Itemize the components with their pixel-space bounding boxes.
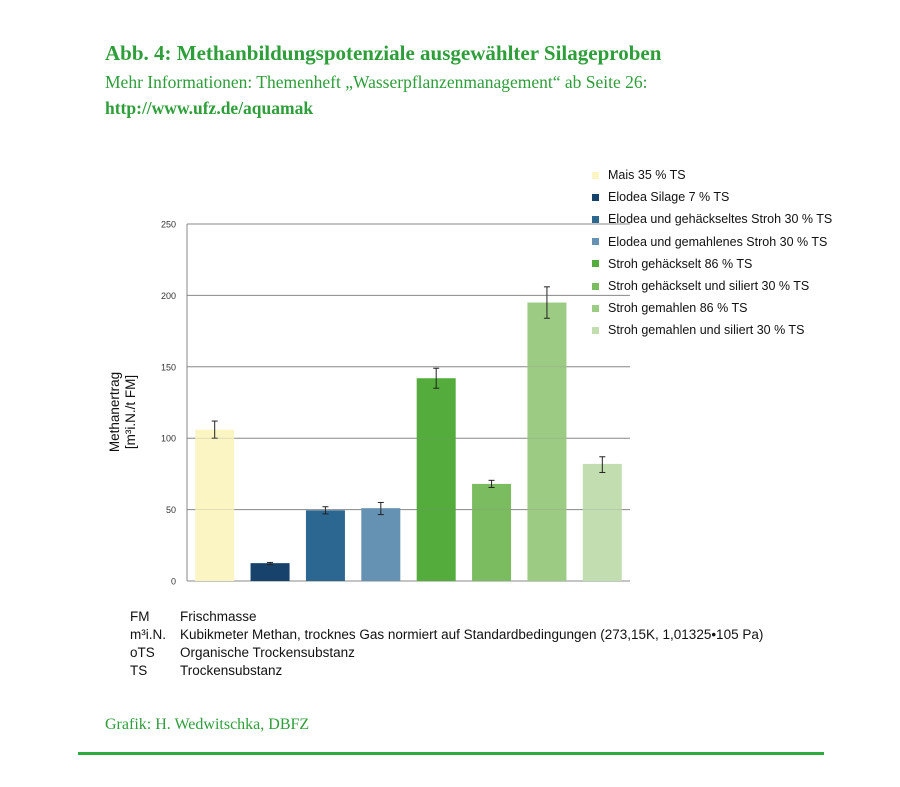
legend-label: Elodea und gemahlenes Stroh 30 % TS: [608, 234, 828, 249]
legend-item: [592, 319, 832, 341]
y-tick-label: 150: [160, 362, 176, 373]
glossary-abbreviation: TS: [130, 663, 148, 678]
glossary-definition: Trockensubstanz: [180, 663, 283, 678]
glossary-abbreviation: FM: [130, 609, 150, 624]
glossary-row: [130, 644, 763, 662]
bar: [417, 378, 456, 581]
legend-label: Stroh gemahlen und siliert 30 % TS: [608, 323, 805, 338]
chart-legend: [592, 164, 832, 342]
legend-swatch: [592, 283, 599, 290]
bar: [195, 430, 234, 581]
y-tick-label: 250: [160, 219, 176, 230]
figure-subtitle: Mehr Informationen: Themenheft „Wasserpflanzenmanagement“ ab Seite 26:: [105, 72, 648, 92]
legend-label: Elodea und gehäckseltes Stroh 30 % TS: [608, 212, 833, 227]
glossary-definition: Organische Trockensubstanz: [180, 645, 355, 660]
legend-item: [592, 208, 832, 230]
glossary-row: [130, 608, 763, 626]
glossary-definition: Frischmasse: [180, 609, 257, 624]
legend-swatch: [592, 172, 599, 179]
legend-label: Mais 35 % TS: [608, 168, 686, 183]
legend-item: [592, 297, 832, 319]
figure-title: Abb. 4: Methanbildungspotenziale ausgewählter Silageproben: [105, 41, 662, 65]
legend-swatch: [592, 260, 599, 267]
bar: [361, 508, 400, 581]
legend-swatch: [592, 327, 599, 334]
legend-swatch: [592, 216, 599, 223]
bar: [251, 563, 290, 581]
legend-item: [592, 164, 832, 186]
legend-swatch: [592, 194, 599, 201]
y-tick-label: 100: [160, 433, 176, 444]
glossary-row: [130, 626, 763, 644]
footer-rule: [78, 752, 824, 755]
y-tick-label: 50: [165, 505, 176, 516]
glossary-abbreviation: m³i.N.: [130, 627, 166, 642]
legend-label: Stroh gehäckselt 86 % TS: [608, 256, 753, 271]
legend-item: [592, 275, 832, 297]
bar: [527, 303, 566, 581]
glossary-abbreviation: oTS: [130, 645, 155, 660]
legend-label: Elodea Silage 7 % TS: [608, 190, 730, 205]
y-tick-label: 200: [160, 290, 176, 301]
figure-credit: Grafik: H. Wedwitschka, DBFZ: [105, 716, 310, 733]
bar: [583, 464, 622, 581]
legend-swatch: [592, 238, 599, 245]
y-axis-label-line2: [m³i.N./t FM]: [123, 374, 138, 450]
legend-item: [592, 186, 832, 208]
glossary-definition: Kubikmeter Methan, trocknes Gas normiert auf Standardbedingungen (273,15K, 1,01325•105 Pa): [180, 627, 764, 642]
legend-item: [592, 253, 832, 275]
legend-item: [592, 231, 832, 253]
legend-swatch: [592, 305, 599, 312]
y-axis-label-line1: Methanertrag: [107, 371, 122, 453]
glossary-row: [130, 662, 763, 680]
bar: [306, 510, 345, 581]
legend-label: Stroh gehäckselt und siliert 30 % TS: [608, 279, 810, 294]
bar: [472, 484, 511, 581]
legend-label: Stroh gemahlen 86 % TS: [608, 301, 748, 316]
y-tick-label: 0: [170, 576, 176, 587]
figure-link[interactable]: http://www.ufz.de/aquamak: [105, 98, 314, 118]
abbreviation-glossary: [130, 608, 763, 680]
